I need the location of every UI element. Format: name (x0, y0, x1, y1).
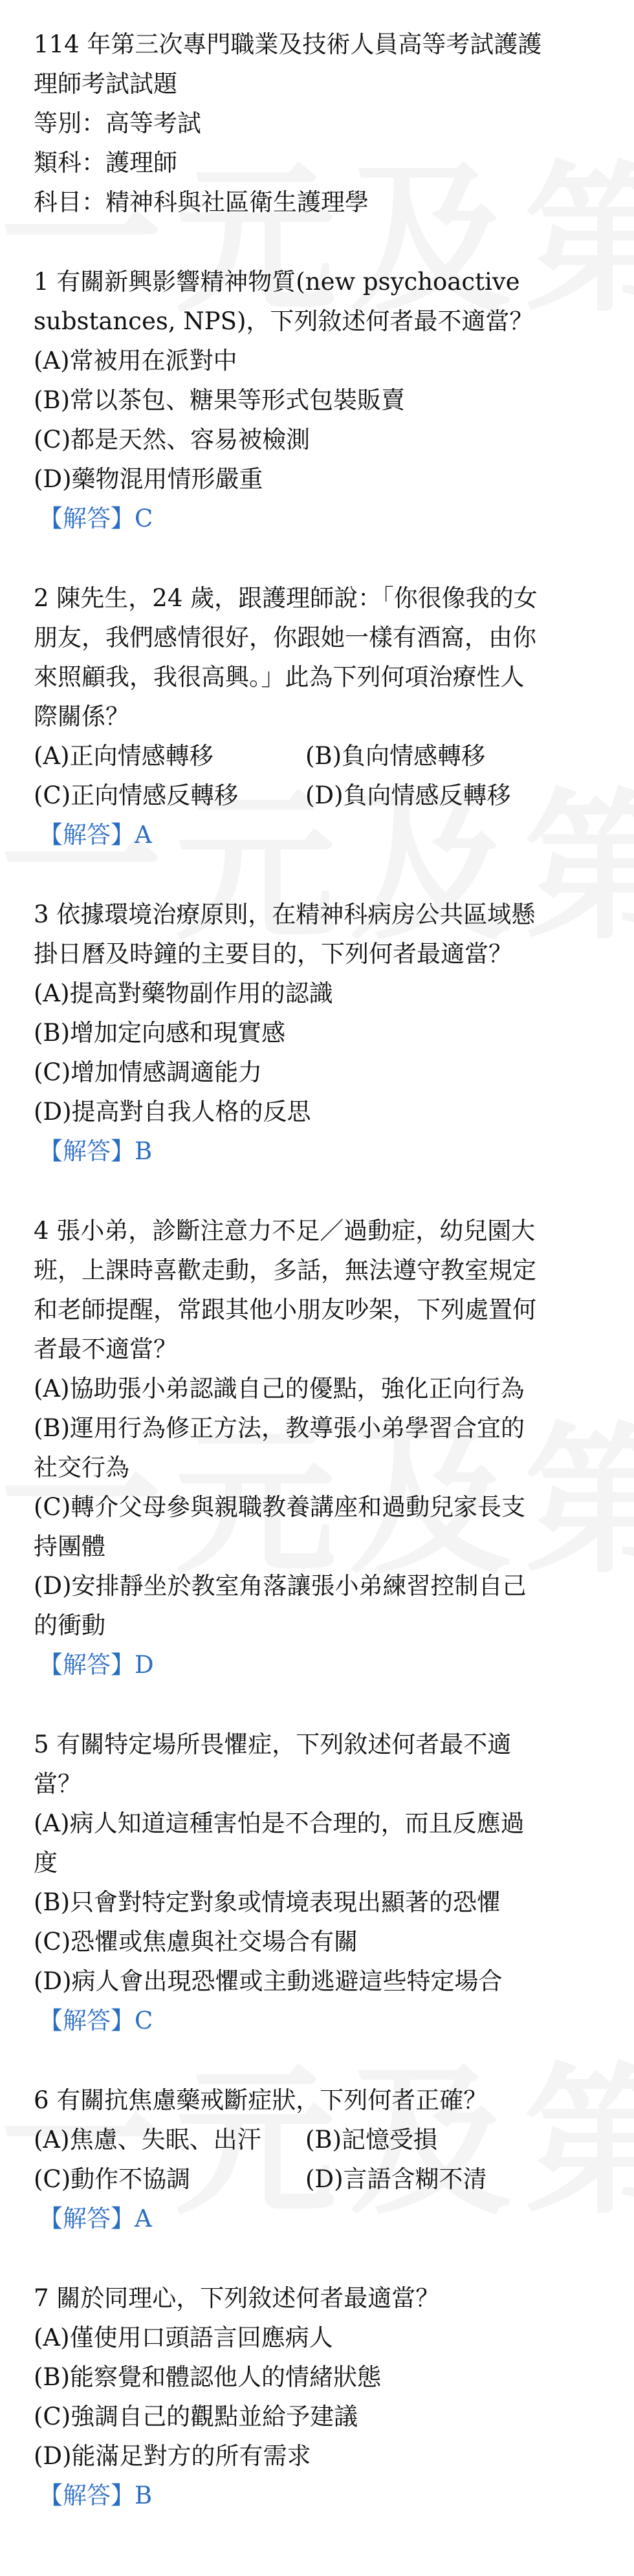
option-c: (C)恐懼或焦慮與社交場合有關 (34, 1928, 358, 1956)
answer-label: 【解答】B (39, 1137, 153, 1165)
question-stem-line: 當？ (34, 1770, 82, 1798)
option-c: (C)動作不協調 (34, 2165, 191, 2193)
question-5 (34, 1725, 608, 2040)
option-d-continued: 的衝動 (34, 1611, 105, 1639)
option-row (34, 776, 608, 815)
option-a: (A)正向情感轉移 (34, 742, 213, 770)
option-b: (B)負向情感轉移 (305, 742, 486, 770)
answer-label: 【解答】A (39, 2205, 152, 2232)
option-b: (B)能察覺和體認他人的情緒狀態 (34, 2363, 382, 2391)
option-row (34, 2120, 608, 2159)
question-6 (34, 2080, 608, 2238)
question-4 (34, 1211, 608, 1685)
option-b: (B)常以茶包、糖果等形式包裝販賣 (34, 386, 406, 414)
question-2 (34, 578, 608, 855)
option-d: (D)能滿足對方的所有需求 (34, 2442, 311, 2470)
option-a: (A)提高對藥物副作用的認識 (34, 979, 333, 1007)
option-row (34, 736, 608, 776)
option-d: (D)藥物混用情形嚴重 (34, 465, 263, 493)
option-a: (A)協助張小弟認識自己的優點，強化正向行為 (34, 1375, 525, 1403)
option-c: (C)轉介父母參與親職教養講座和過動兒家長支 (34, 1493, 526, 1521)
option-d: (D)提高對自我人格的反思 (34, 1098, 311, 1126)
question-7 (34, 2278, 608, 2515)
question-stem-line: 際關係？ (34, 703, 129, 730)
option-b: (B)記憶受損 (305, 2126, 438, 2154)
exam-header (34, 25, 608, 222)
option-b: (B)運用行為修正方法，教導張小弟學習合宜的 (34, 1414, 525, 1442)
question-stem-line: 朋友，我們感情很好，你跟她一樣有酒窩，由你 (34, 624, 536, 651)
exam-subject: 科目：精神科與社區衛生護理學 (34, 188, 369, 216)
question-stem-line: substances, NPS)，下列敘述何者最不適當？ (34, 307, 534, 335)
exam-category: 類科：護理師 (34, 149, 177, 177)
exam-grade: 等別：高等考試 (34, 109, 201, 137)
option-a: (A)僅使用口頭語言回應病人 (34, 2324, 333, 2352)
question-3 (34, 895, 608, 1171)
question-stem-line: 2 陳先生，24 歲，跟護理師說：「你很像我的女 (34, 584, 538, 612)
question-stem-line: 者最不適當？ (34, 1335, 177, 1363)
option-c: (C)正向情感反轉移 (34, 781, 239, 809)
option-b: (B)增加定向感和現實感 (34, 1019, 286, 1047)
option-d: (D)言語含糊不清 (305, 2165, 487, 2193)
option-c: (C)增加情感調適能力 (34, 1058, 263, 1086)
option-b: (B)只會對特定對象或情境表現出顯著的恐懼 (34, 1888, 501, 1916)
answer-label: 【解答】A (39, 821, 152, 849)
answer-label: 【解答】D (39, 1651, 154, 1679)
answer-label: 【解答】C (39, 2007, 153, 2035)
question-stem-line: 4 張小弟，診斷注意力不足／過動症，幼兒園大 (34, 1217, 536, 1245)
question-stem-line: 班，上課時喜歡走動，多話，無法遵守教室規定 (34, 1256, 536, 1284)
option-c: (C)強調自己的觀點並給予建議 (34, 2403, 358, 2430)
question-1 (34, 262, 608, 538)
question-stem-line: 3 依據環境治療原則，在精神科病房公共區域懸 (34, 901, 536, 928)
option-row (34, 2159, 608, 2199)
question-stem-line: 來照顧我，我很高興。」此為下列何項治療性人 (34, 663, 525, 691)
option-c-continued: 持團體 (34, 1533, 105, 1560)
question-stem-line: 掛日曆及時鐘的主要目的，下列何者最適當？ (34, 940, 512, 968)
option-a: (A)病人知道這種害怕是不合理的，而且反應過 (34, 1809, 525, 1837)
answer-label: 【解答】B (39, 2482, 153, 2509)
option-a-continued: 度 (34, 1849, 58, 1877)
answer-label: 【解答】C (39, 505, 153, 532)
question-stem-line: 和老師提醒，常跟其他小朋友吵架，下列處置何 (34, 1296, 536, 1324)
option-a: (A)焦慮、失眠、出汗 (34, 2126, 261, 2154)
option-c: (C)都是天然、容易被檢測 (34, 426, 311, 453)
exam-title-continued: 理師考試試題 (34, 70, 177, 98)
exam-title: 114 年第三次專門職業及技術人員高等考試護護 (34, 30, 542, 58)
question-stem-line: 5 有關特定場所畏懼症，下列敘述何者最不適 (34, 1730, 512, 1758)
option-d: (D)安排靜坐於教室角落讓張小弟練習控制自己 (34, 1572, 527, 1600)
option-b-continued: 社交行為 (34, 1454, 129, 1481)
option-a: (A)常被用在派對中 (34, 347, 237, 375)
option-d: (D)病人會出現恐懼或主動逃避這些特定場合 (34, 1967, 503, 1995)
option-d: (D)負向情感反轉移 (305, 781, 511, 809)
question-stem-line: 7 關於同理心，下列敘述何者最適當？ (34, 2284, 440, 2312)
question-stem-line: 6 有關抗焦慮藥戒斷症狀，下列何者正確？ (34, 2086, 488, 2114)
question-stem-line: 1 有關新興影響精神物質(new psychoactive (34, 268, 520, 296)
